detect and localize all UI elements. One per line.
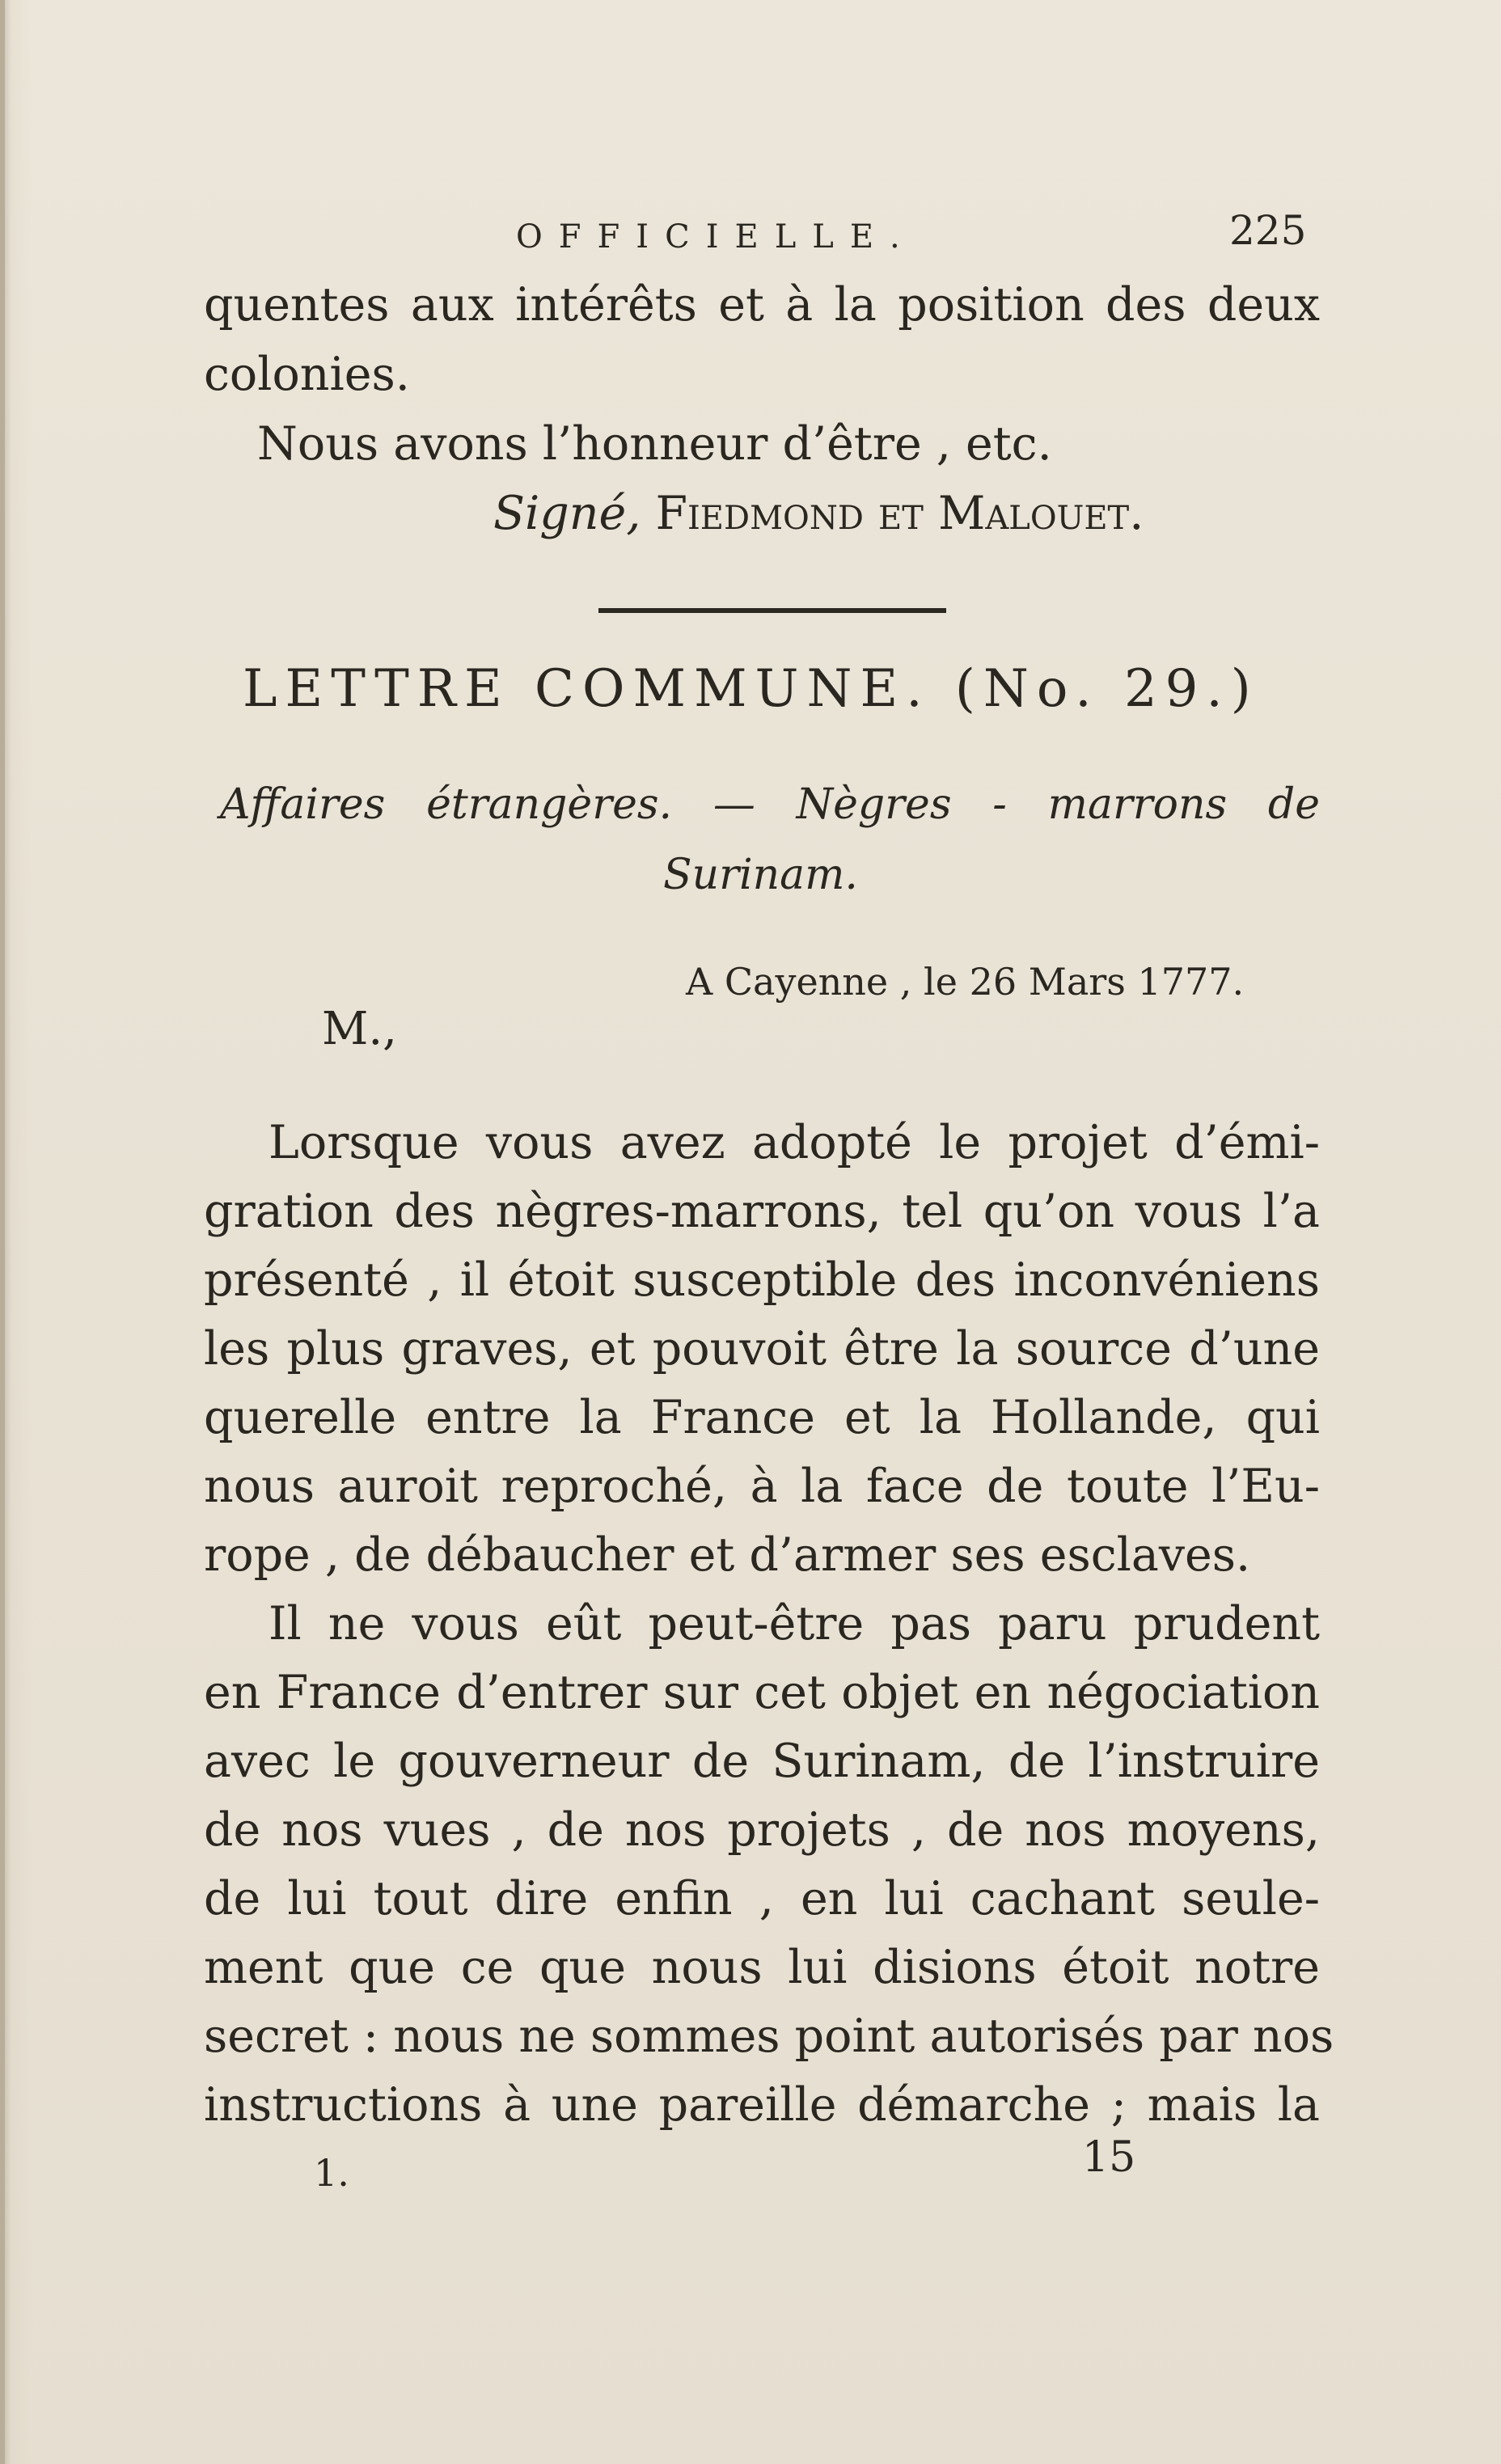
body-line: les plus graves, et pouvoit être la source d’une [204, 1322, 1320, 1376]
body-line: querelle entre la France et la Hollande, qui [204, 1391, 1320, 1444]
letter-title: LETTRE COMMUNE. (No. 29.) [243, 659, 1259, 719]
body-line: présenté , il étoit susceptible des inconvéniens [204, 1253, 1320, 1307]
page-number: 225 [1229, 207, 1307, 254]
signature-mark: 1. [314, 2151, 349, 2195]
body-line: rope , de débaucher et d’armer ses esclaves. [204, 1528, 1251, 1582]
body-line: instructions à une pareille démarche ; mais la [204, 2078, 1320, 2132]
text-line: Nous avons l’honneur d’être , etc. [257, 417, 1052, 471]
body-line: de nos vues , de nos projets , de nos moyens, [204, 1803, 1320, 1857]
page-spine-edge [0, 0, 5, 2464]
body-line: avec le gouverneur de Surinam, de l’instruire [204, 1735, 1320, 1788]
signature-line [493, 479, 1501, 548]
dateline: A Cayenne , le 26 Mars 1777. [686, 960, 1245, 1004]
body-line: gration des nègres-marrons, tel qu’on vous l’a [204, 1185, 1320, 1238]
signatories: Fiedmond et Malouet. [655, 487, 1144, 540]
signed-label: Signé, [493, 487, 641, 540]
text-line: quentes aux intérêts et à la position des deux [204, 278, 1320, 332]
salutation: M., [322, 1003, 397, 1055]
section-divider [598, 608, 946, 613]
body-line: secret : nous ne sommes point autorisés par nos [204, 2010, 1334, 2063]
letter-subject-continued: Surinam. [663, 851, 858, 899]
body-line: Il ne vous eût peut-être pas paru prudent [268, 1597, 1320, 1650]
letter-subject: Affaires étrangères. — Nègres - marrons de [220, 780, 1320, 829]
sheet-number: 15 [1082, 2133, 1136, 2182]
text-line: colonies. [204, 348, 410, 401]
body-line: Lorsque vous avez adopté le projet d’émi- [268, 1116, 1320, 1169]
body-line: ment que ce que nous lui disions étoit notre [204, 1941, 1320, 1994]
body-line: nous auroit reproché, à la face de toute l’Eu- [204, 1460, 1320, 1513]
running-head: OFFICIELLE. [516, 218, 916, 256]
body-line: de lui tout dire enfin , en lui cachant seule- [204, 1872, 1320, 1925]
body-line: en France d’entrer sur cet objet en négociation [204, 1666, 1320, 1719]
